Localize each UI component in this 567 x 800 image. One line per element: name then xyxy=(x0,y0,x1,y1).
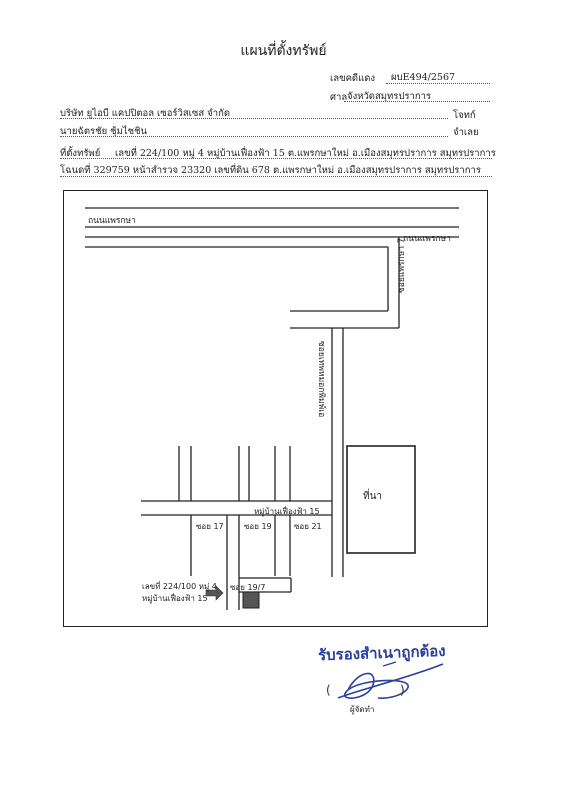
defendant-name: นายฉัตรชัย ชุ้มไชชิน xyxy=(60,126,148,137)
soi-19-7-label: ซอย 19/7 xyxy=(230,583,266,592)
page-title: แผนที่ตั้งทรัพย์ xyxy=(240,43,327,59)
map-lines xyxy=(63,190,488,627)
court-label: ศาล xyxy=(330,92,348,103)
case-number-label: เลขคดีแดง xyxy=(330,73,376,84)
property-location-underline xyxy=(60,158,492,159)
svg-text:(: ( xyxy=(326,683,331,697)
case-number-underline xyxy=(386,83,490,84)
property-deed-underline xyxy=(60,176,492,177)
road-label-right: ถนนแพรกษา xyxy=(403,234,451,244)
property-deed-text: โฉนดที่ 329759 หน้าสำรวจ 23320 เลขที่ดิน 678 ต.แพรกษาใหม่ อ.เมืองสมุทรปราการ สมุทรปราการ xyxy=(60,165,481,176)
signature-icon xyxy=(318,660,458,720)
location-map xyxy=(63,190,488,627)
certified-copy-stamp: รับรองสำเนาถูกต้อง xyxy=(317,641,446,665)
svg-text:): ) xyxy=(400,683,405,697)
soi-praeksa-7-label: ซอยแพรกษา 7 xyxy=(397,237,407,293)
soi-main-label: ซอยเทพหมอกพิมพ์เอ xyxy=(316,341,326,418)
road-label-top: ถนนแพรกษา xyxy=(88,216,136,226)
plaintiff-label: โจทก์ xyxy=(453,110,476,121)
soi-21-label: ซอย 21 xyxy=(294,522,322,531)
court-value: จังหวัดสมุทรปราการ xyxy=(347,91,432,102)
defendant-underline xyxy=(60,136,448,137)
target-address-line2: หมู่บ้านเฟื่องฟ้า 15 xyxy=(142,594,208,603)
village-label: หมู่บ้านเฟื่องฟ้า 15 xyxy=(254,507,320,516)
property-location-text: เลขที่ 224/100 หมู่ 4 หมู่บ้านเฟื่องฟ้า 15 ต.แพรกษาใหม่ อ.เมืองสมุทรปราการ สมุทรปราการ xyxy=(115,148,496,159)
property-location-label: ที่ตั้งทรัพย์ xyxy=(60,148,101,159)
plaintiff-underline xyxy=(60,118,448,119)
field-label: ที่นา xyxy=(363,491,383,502)
soi-19-label: ซอย 19 xyxy=(244,522,272,531)
soi-17-label: ซอย 17 xyxy=(196,522,224,531)
target-address-line1: เลขที่ 224/100 หมู่ 4 xyxy=(142,582,217,591)
defendant-label: จำเลย xyxy=(453,127,479,138)
plaintiff-name: บริษัท ยูไอบี แคปปิตอล เซอร์วิสเซส จำกัด xyxy=(60,108,231,119)
court-underline xyxy=(344,101,490,102)
signer-label: ผู้จัดทำ xyxy=(350,705,375,714)
case-number-value: ผบE494/2567 xyxy=(391,72,456,83)
